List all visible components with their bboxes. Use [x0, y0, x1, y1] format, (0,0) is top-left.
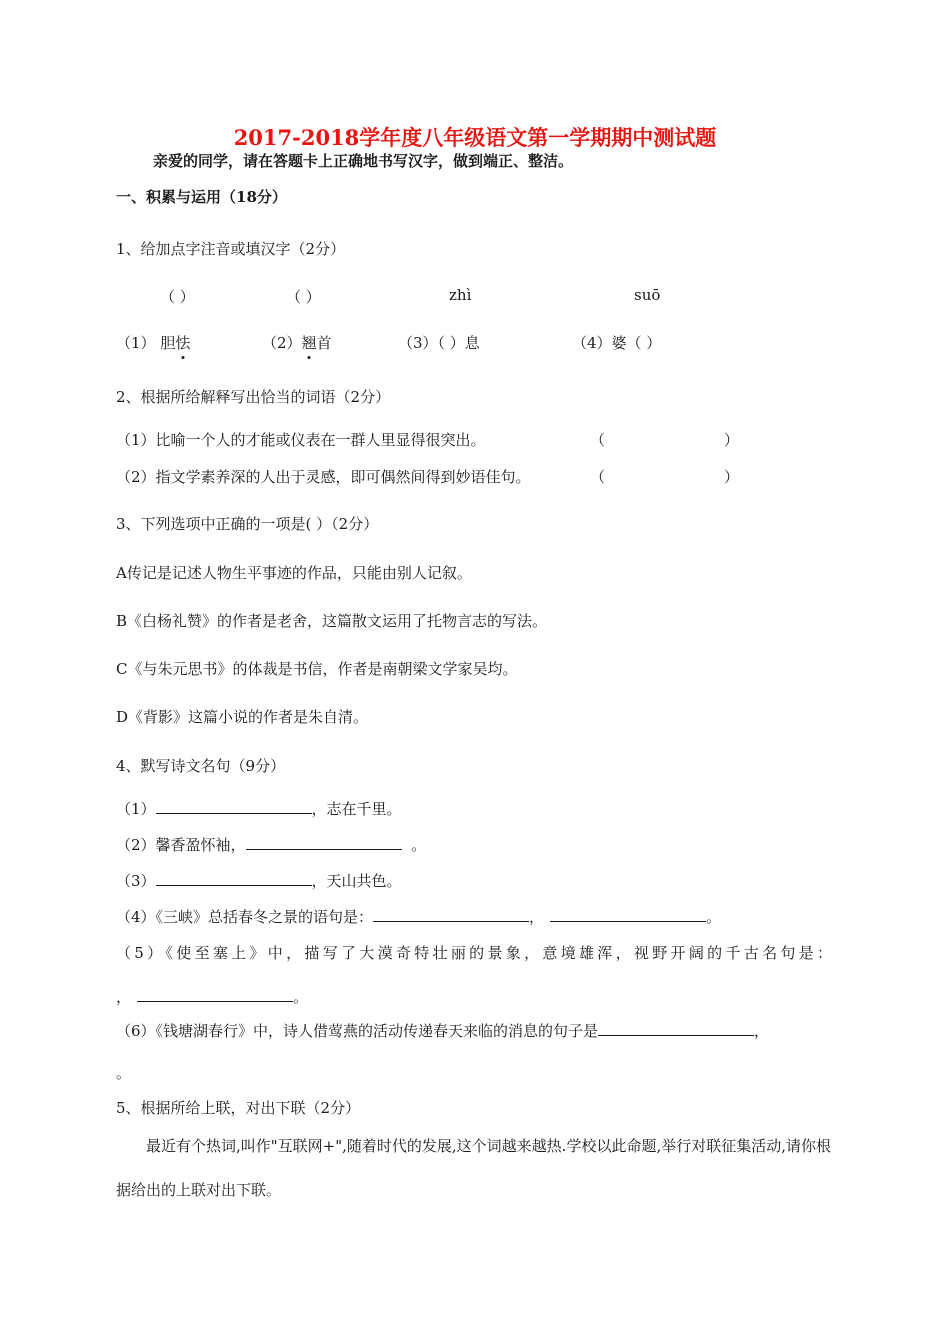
recite-line-4	[116, 906, 721, 927]
question-2-heading: 2、根据所给解释写出恰当的词语（2分）	[116, 388, 391, 406]
line-text: ，天山共色。	[311, 872, 402, 890]
line-number: （3）	[116, 872, 156, 890]
question-3-heading: 3、下列选项中正确的一项是( ）（2分）	[116, 515, 379, 533]
line-text: （2）馨香盈怀袖，	[116, 836, 246, 854]
pinyin-blank-2: （ ）	[286, 288, 321, 306]
line-text: （6）《钱塘湖春行》中，诗人借莺燕的活动传递春天来临的消息的句子是	[116, 1022, 599, 1040]
question-1-heading: 1、给加点字注音或填汉字（2分）	[116, 240, 346, 258]
recite-line-5-answer	[116, 986, 308, 1007]
question-4-heading: 4、默写诗文名句（9分）	[116, 757, 286, 775]
answer-blank[interactable]	[550, 906, 706, 922]
answer-blank[interactable]	[156, 870, 312, 886]
answer-paren-open: （	[590, 431, 606, 449]
dotted-char: 怯	[175, 334, 191, 352]
q1-item-1	[116, 332, 190, 353]
recite-line-6-end: 。	[116, 1064, 132, 1082]
item-char: 胆	[160, 334, 176, 352]
pinyin-suo: suō	[634, 286, 661, 304]
recite-line-2	[116, 834, 426, 855]
option-a: A传记是记述人物生平事迹的作品，只能由别人记叙。	[116, 564, 472, 582]
question-5-paragraph: 最近有个热词,叫作"互联网+",随着时代的发展,这个词越来越热.学校以此命题,举行对联征集活动,请你根据给出的上联对出下联。	[116, 1137, 831, 1199]
line-number: （1）	[116, 800, 156, 818]
answer-paren-close: ）	[724, 431, 740, 449]
answer-blank[interactable]	[246, 834, 402, 850]
q2-item-2: （2）指文学素养深的人出于灵感，即可偶然间得到妙语佳句。	[116, 468, 531, 486]
option-d: D《背影》这篇小说的作者是朱自清。	[116, 708, 369, 726]
option-c: C《与朱元思书》的体裁是书信，作者是南朝梁文学家吴均。	[116, 660, 518, 678]
line-text: 。	[411, 836, 427, 854]
answer-blank[interactable]	[373, 906, 529, 922]
recite-line-5: （5）《使至塞上》中，描写了大漠奇特壮丽的景象，意境雄浑，视野开阔的千古名句是：	[116, 944, 832, 962]
q2-item-1: （1）比喻一个人的才能或仪表在一群人里显得很突出。	[116, 431, 486, 449]
recite-line-3	[116, 870, 402, 891]
line-text: ，	[754, 1022, 770, 1040]
line-text: 。	[293, 988, 309, 1006]
exam-notice: 亲爱的同学，请在答题卡上正确地书写汉字，做到端正、整洁。	[153, 152, 574, 170]
line-text: ，	[529, 908, 545, 926]
page-title: 2017-2018学年度八年级语文第一学期期中测试题	[233, 125, 717, 150]
answer-blank[interactable]	[137, 986, 293, 1002]
q1-item-2	[262, 332, 332, 353]
q1-item-3: （3）（ ）息	[398, 334, 480, 352]
dotted-char: 翘	[301, 334, 317, 352]
line-text: （4）《三峡》总括春冬之景的语句是：	[116, 908, 374, 926]
answer-paren-close: ）	[724, 468, 740, 486]
recite-line-6	[116, 1020, 769, 1041]
recite-line-1	[116, 798, 402, 819]
item-number: （1）	[116, 334, 156, 352]
item-char: 首	[316, 334, 332, 352]
line-text: ，	[116, 988, 132, 1006]
pinyin-zhi: zhì	[449, 286, 472, 304]
answer-blank[interactable]	[156, 798, 312, 814]
line-text: ，志在千里。	[311, 800, 402, 818]
answer-paren-open: （	[590, 468, 606, 486]
line-text: 。	[706, 908, 722, 926]
item-number: （2）	[262, 334, 302, 352]
answer-blank[interactable]	[598, 1020, 754, 1036]
pinyin-blank-1: （ ）	[160, 288, 195, 306]
q1-item-4: （4）婆（ ）	[572, 334, 662, 352]
section-heading: 一、积累与运用（18分）	[116, 188, 287, 206]
option-b: B《白杨礼赞》的作者是老舍，这篇散文运用了托物言志的写法。	[116, 612, 548, 630]
question-5-heading: 5、根据所给上联，对出下联（2分）	[116, 1099, 361, 1117]
